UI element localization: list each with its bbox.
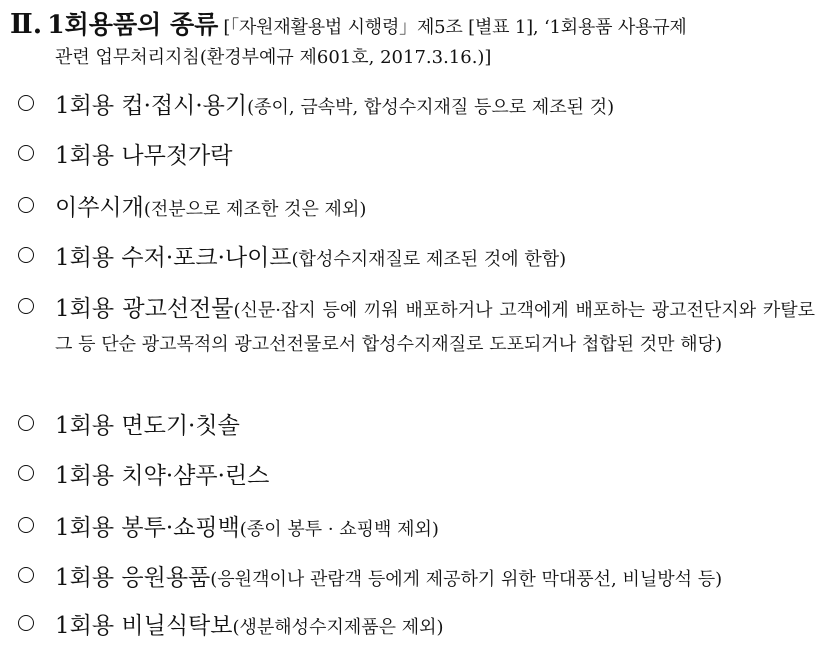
list-item-text — [55, 412, 240, 442]
circle-bullet-icon — [18, 465, 34, 481]
item-name: 1회용 면도기·칫솔 — [55, 413, 240, 439]
list-item-text — [55, 292, 815, 362]
item-note: (신문·잡지 등에 끼워 배포하거나 고객에게 배포하는 광고전단지와 카탈로그 등 단순 광고목적의 광고선전물로서 합성수지재질로 도포되거나 첩합된 것만 해당) — [55, 300, 815, 355]
circle-bullet-icon — [18, 95, 34, 111]
item-note: (생분해성수지제품은 제외) — [232, 617, 444, 638]
section-title: 1회용품의 종류 — [47, 10, 219, 39]
item-name: 1회용 광고선전물 — [55, 296, 234, 322]
list-item-text — [55, 612, 444, 642]
circle-bullet-icon — [18, 298, 34, 314]
list-item-text — [55, 194, 366, 224]
list-item-text — [55, 564, 722, 594]
circle-bullet-icon — [18, 517, 34, 533]
list-item-text — [55, 244, 566, 274]
list-item-text — [55, 462, 269, 492]
item-name: 1회용 응원용품 — [55, 565, 211, 591]
item-note: (합성수지재질로 제조된 것에 한함) — [291, 249, 567, 270]
legal-source-line2: 관련 업무처리지침(환경부예규 제601호, 2017.3.16.)] — [55, 47, 492, 68]
circle-bullet-icon — [18, 567, 34, 583]
section-number: Ⅱ. — [10, 9, 43, 40]
item-name: 1회용 봉투·쇼핑백 — [55, 515, 240, 541]
circle-bullet-icon — [18, 247, 34, 263]
item-note: (전분으로 제조한 것은 제외) — [143, 199, 367, 220]
item-note: (종이, 금속박, 합성수지재질 등으로 제조된 것) — [247, 97, 615, 118]
list-item-text — [55, 142, 232, 172]
item-note: (응원객이나 관람객 등에게 제공하기 위한 막대풍선, 비닐방석 등) — [210, 569, 723, 590]
item-name: 이쑤시개 — [55, 195, 144, 221]
legal-source-line1: [「자원재활용법 시행령」제5조 [별표 1], ‘1회용품 사용규제 — [223, 17, 687, 38]
item-name: 1회용 치약·샴푸·린스 — [55, 463, 270, 489]
list-item-text — [55, 514, 439, 544]
item-name: 1회용 컵·접시·용기 — [55, 93, 248, 119]
circle-bullet-icon — [18, 145, 34, 161]
item-note: (종이 봉투 · 쇼핑백 제외) — [239, 519, 439, 540]
item-name: 1회용 비닐식탁보 — [55, 613, 233, 639]
list-item-text — [55, 92, 614, 122]
circle-bullet-icon — [18, 415, 34, 431]
circle-bullet-icon — [18, 615, 34, 631]
item-name: 1회용 나무젓가락 — [55, 143, 233, 169]
circle-bullet-icon — [18, 197, 34, 213]
item-name: 1회용 수저·포크·나이프 — [55, 245, 292, 271]
